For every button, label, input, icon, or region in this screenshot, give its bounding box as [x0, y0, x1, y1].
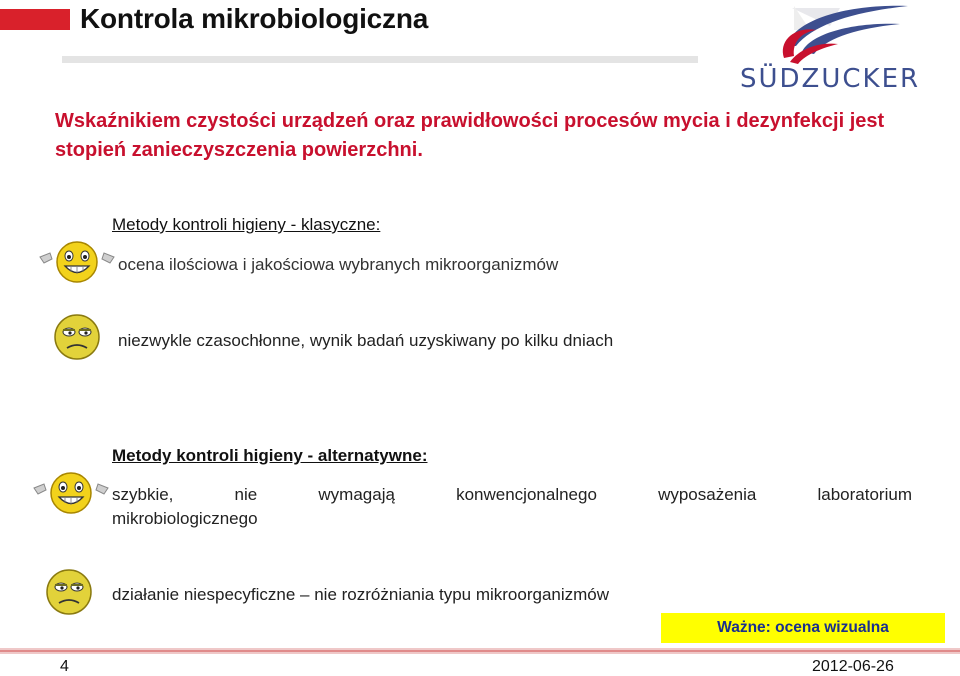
alternative-pro-line-1: szybkie, nie wymagają konwencjonalnego wyposażenia laboratorium — [112, 485, 912, 504]
alternative-methods-heading: Metody kontroli higieny - alternatywne: — [112, 446, 428, 465]
classic-con-text: niezwykle czasochłonne, wynik badań uzyskiwany po kilku dniach — [118, 331, 614, 350]
alternative-con-text: działanie niespecyficzne – nie rozróżniania typu mikroorganizmów — [112, 585, 610, 604]
page-title: Kontrola mikrobiologiczna — [80, 3, 429, 34]
sad-smiley-icon — [40, 566, 98, 618]
alternative-pro-line-2: mikrobiologicznego — [112, 509, 258, 528]
sad-smiley-icon — [48, 311, 106, 363]
title-accent-bar — [0, 9, 70, 30]
title-divider — [62, 56, 698, 63]
thumbs-up-smiley-icon — [32, 468, 110, 516]
footer-date: 2012-06-26 — [812, 658, 894, 675]
intro-statement: Wskaźnikiem czystości urządzeń oraz prawidłowości procesów mycia i dezynfekcji jest stopień zanieczyszczenia powierzchni. — [55, 110, 885, 161]
classic-pro-text: ocena ilościowa i jakościowa wybranych mikroorganizmów — [118, 255, 559, 274]
brand-name: SÜDZUCKER — [740, 64, 921, 94]
thumbs-up-smiley-icon — [38, 237, 116, 285]
footer-divider-accent — [0, 650, 960, 652]
important-callout: Ważne: ocena wizualna — [661, 613, 945, 643]
page-number: 4 — [60, 658, 69, 675]
alternative-pro-text — [112, 483, 912, 531]
classic-methods-heading: Metody kontroli higieny - klasyczne: — [112, 215, 381, 234]
